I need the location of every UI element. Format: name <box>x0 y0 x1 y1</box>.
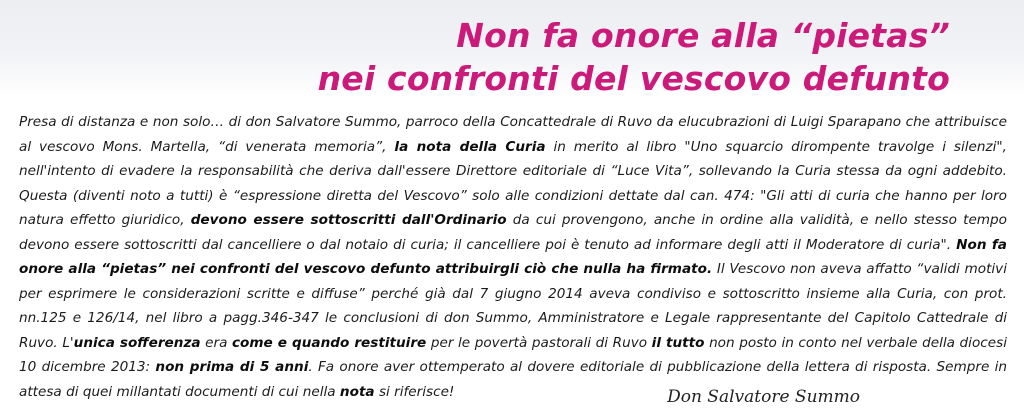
body-bold-text: devono essere sottoscritti dall'Ordinario <box>190 212 507 228</box>
body-bold-text: Non fa onore alla “pietas” nei confronti del vescovo defunto attribuirgli ciò che nulla ha firmato. <box>19 236 1007 277</box>
body-text: non posto in conto nel verbale della diocesi 10 dicembre 2013: <box>19 334 1007 375</box>
title-line-1: Non fa onore alla “pietas” <box>456 16 950 55</box>
body-text: . Fa onore aver ottemperato al dovere editoriale di pubblicazione della lettera di risposta. Sempre in attesa di quei millantati documenti di cui nella <box>19 359 1007 400</box>
body-bold-text: il tutto <box>651 334 705 351</box>
body-bold-text: la nota della Curia <box>394 138 546 155</box>
body-text: in merito al libro "Uno squarcio dirompente travolge i silenzi", nell'intento di evadere la responsabilità che deriva dall'essere Direttore editoriale di “Luce Vita”, sollevando la Curia stessa da ogni addebito. Questa (diventi noto a tutti) è “espressione diretta del Vescovo” solo alle condizioni dettate dal can. 474: "Gli atti di curia che hanno per loro natura effetto giuridico, <box>19 138 1007 228</box>
body-bold-text: non prima di 5 anni <box>155 359 309 375</box>
body-bold-text: nota <box>339 383 375 400</box>
title-line-2: nei confronti del vescovo defunto <box>317 59 950 98</box>
body-text: era <box>200 334 232 351</box>
body-bold-text: come e quando restituire <box>232 334 427 351</box>
body-text: da cui provengono, anche in ordine alla validità, e nello stesso tempo devono essere sottoscritti dal cancelliere o dal notaio di curia; il cancelliere poi è tenuto ad informare degli atti il Moderatore di curia". <box>19 212 1007 253</box>
body-text: si riferisce! <box>374 383 455 400</box>
body-text: per le povertà pastorali di Ruvo <box>426 334 652 351</box>
body-text: Presa di distanza e non solo… di don Salvatore Summo, parroco della Concattedrale di Ruvo da elucubrazioni di Luigi Sparapano che attribuisce al vescovo Mons. Martella, “di venerata memoria”, <box>19 114 1007 155</box>
article-title <box>318 14 950 100</box>
body-text: Il Vescovo non aveva affatto “validi motivi per esprimere le considerazioni scritte e diffuse” perché già dal 7 giugno 2014 aveva condiviso e sottoscritto insieme alla Curia, con prot. nn.125 e 126/14, nel libro a pagg.346-347 le conclusioni di don Summo, Amministratore e Legale rappresentante del Capitolo Cattedrale di Ruvo. L' <box>19 261 1007 351</box>
article-body <box>19 110 1007 404</box>
body-bold-text: unica sofferenza <box>73 334 201 351</box>
author-signature: Don Salvatore Summo <box>667 387 860 407</box>
